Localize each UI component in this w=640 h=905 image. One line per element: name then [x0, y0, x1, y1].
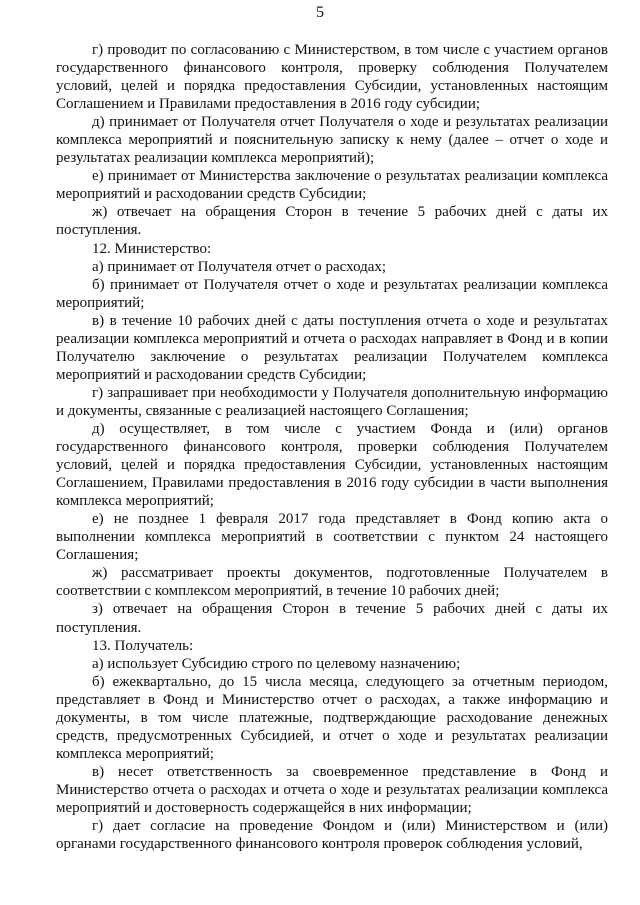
clause-12-z: з) отвечает на обращения Сторон в течение 5 рабочих дней с даты их поступления.: [56, 601, 608, 636]
clause-12-g: г) запрашивает при необходимости у Получателя дополнительную информацию и документы, связанные с реализацией настоящего Соглашения;: [56, 384, 608, 419]
section-13-heading: 13. Получатель:: [92, 637, 194, 654]
clause-12-a: а) принимает от Получателя отчет о расходах;: [92, 258, 387, 275]
clause-11-g: г) проводит по согласованию с Министерством, в том числе с участием органов государственного финансового контроля, проверку соблюдения Получателем условий, целей и порядка предоставления Субсидии, установленных настоящим Соглашением и Правилами предоставления в 2016 году субсидии;: [56, 42, 608, 113]
clause-11-e: е) принимает от Министерства заключение о результатах реализации комплекса мероприятий и расходовании средств Субсидии;: [56, 168, 608, 203]
section-12-heading: 12. Министерство:: [92, 240, 212, 257]
document-body: [56, 41, 608, 853]
clause-12-d: д) осуществляет, в том числе с участием Фонда и (или) органов государственного финансового контроля, проверки соблюдения Получателем условий, целей и порядка предоставления Субсидии, установленных настоящим Соглашением, Правилами предоставления в 2016 году субсидии в части выполнения комплекса мероприятий;: [56, 420, 608, 510]
clause-12-b: б) принимает от Получателя отчет о ходе и результатах реализации комплекса мероприятий;: [56, 276, 608, 311]
clause-13-b: б) ежеквартально, до 15 числа месяца, следующего за отчетным периодом, представляет в Фонд и Министерство отчет о расходах, а также информацию и документы, в том числе платежные, подтверждающие расходование денежных средств, предусмотренных Субсидией, и отчет о ходе и результатах реализации комплекса мероприятий;: [56, 673, 608, 762]
clause-13-a: а) использует Субсидию строго по целевому назначению;: [92, 655, 461, 672]
clause-11-zh: ж) отвечает на обращения Сторон в течение 5 рабочих дней с даты их поступления.: [56, 204, 608, 239]
clause-11-d: д) принимает от Получателя отчет Получателя о ходе и результатах реализации комплекса мероприятий и пояснительную записку к нему (далее – отчет о ходе и результатах реализации комплекса мероприятий);: [56, 114, 608, 167]
clause-13-g: г) дает согласие на проведение Фондом и (или) Министерством и (или) органами государственного финансового контроля проверок соблюдения условий,: [56, 818, 608, 853]
clause-12-v: в) в течение 10 рабочих дней с даты поступления отчета о ходе и результатах реализации комплекса мероприятий и отчета о расходах направляет в Фонд и в копии Получателю заключение о результатах реализации Получателем комплекса мероприятий и расходовании средств Субсидии;: [56, 312, 608, 383]
page-number: 5: [316, 4, 324, 21]
clause-13-v: в) несет ответственность за своевременное представление в Фонд и Министерство отчета о расходах и отчета о ходе и результатах реализации комплекса мероприятий и достоверность содержащейся в них информации;: [56, 763, 608, 816]
clause-12-e: е) не позднее 1 февраля 2017 года представляет в Фонд копию акта о выполнении комплекса мероприятий в соответствии с пунктом 24 настоящего Соглашения;: [56, 511, 608, 564]
clause-12-zh: ж) рассматривает проекты документов, подготовленные Получателем в соответствии с комплексом мероприятий, в течение 10 рабочих дней;: [56, 565, 608, 600]
